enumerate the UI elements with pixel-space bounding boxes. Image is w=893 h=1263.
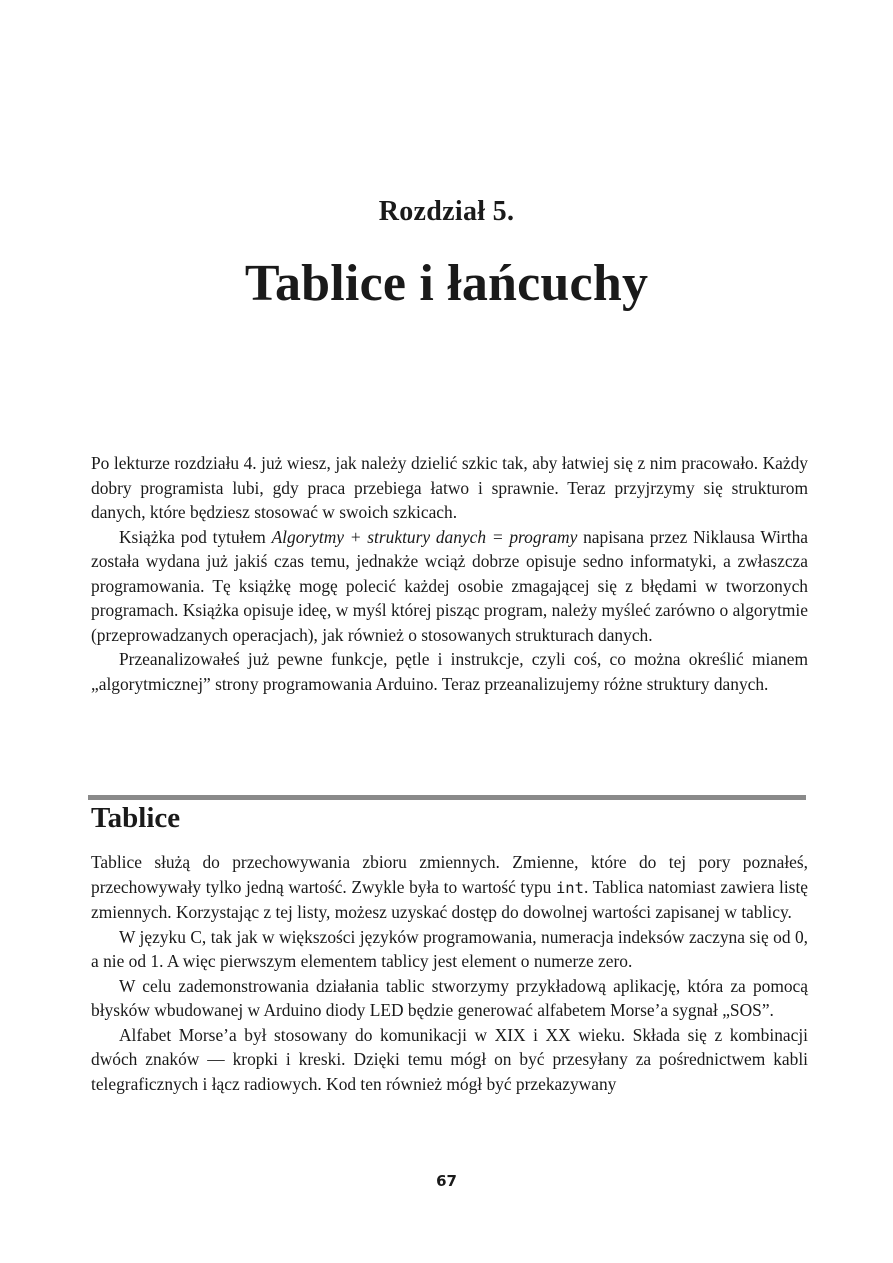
intro-text <box>91 451 808 696</box>
page-number: 67 <box>436 1172 457 1190</box>
chapter-title: Tablice i łańcuchy <box>244 255 649 312</box>
intro-paragraph-3: Przeanalizowałeś już pewne funkcje, pętle i instrukcje, czyli coś, co można określić mianem „algorytmicznej” strony programowania Arduino. Teraz przeanalizujemy różne struktury danych. <box>91 649 808 694</box>
intro-paragraph-2 <box>91 525 808 648</box>
section-text <box>91 850 808 1096</box>
section-divider <box>88 795 806 800</box>
book-title: Algorytmy + struktury danych = programy <box>271 526 578 547</box>
intro-paragraph-1: Po lekturze rozdziału 4. już wiesz, jak należy dzielić szkic tak, aby łatwiej się z nim pracowało. Każdy dobry programista lubi, gdy praca przebiega łatwo i sprawnie. Teraz przyjrzymy się strukturom danych, które będziesz stosować w swoich szkicach. <box>91 453 808 522</box>
chapter-label: Rozdział 5. <box>378 196 515 227</box>
section-paragraph-1-end: . Tablica natomiast zawiera listę zmiennych. Korzystając z tej listy, możesz uzyskać dostęp do dowolnej wartości zapisanej w tablicy. <box>91 876 808 922</box>
section-heading: Tablice <box>91 802 181 834</box>
section-paragraph-4: Alfabet Morse’a był stosowany do komunikacji w XIX i XX wieku. Składa się z kombinacji dwóch znaków — kropki i kreski. Dzięki temu mógł on być przesyłany za pośrednictwem kabli telegraficznych i łącz radiowych. Kod ten również mógł być przekazywany <box>91 1024 808 1094</box>
intro-paragraph-2-end: napisana przez Niklausa Wirtha została wydana już jakiś czas temu, jednakże wciąż dobrze opisuje sedno informatyki, a zwłaszcza programowania. Tę książkę mogę polecić każdej osobie zmagającej się z błędami w tworzonych programach. Książka opisuje ideę, w myśl której pisząc program, należy myśleć zarówno o algorytmie (przeprowadzanych operacjach), jak również o stosowanych strukturach danych. <box>91 526 808 645</box>
section-paragraph-1-start: Tablice służą do przechowywania zbioru zmiennych. Zmienne, które do tej pory poznałeś, przechowywały tylko jedną wartość. Zwykle była to wartość typu <box>91 852 808 897</box>
section-paragraph-2: W języku C, tak jak w większości języków programowania, numeracja indeksów zaczyna się od 0, a nie od 1. A więc pierwszym elementem tablicy jest element o numerze zero. <box>91 926 808 971</box>
section-paragraph-1 <box>91 850 808 925</box>
inline-code-int: int <box>555 878 584 897</box>
section-paragraph-3: W celu zademonstrowania działania tablic stworzymy przykładową aplikację, która za pomocą błysków wbudowanej w Arduino diody LED będzie generować alfabetem Morse’a sygnał „SOS”. <box>91 975 808 1020</box>
intro-paragraph-2-start: Książka pod tytułem <box>119 526 272 547</box>
